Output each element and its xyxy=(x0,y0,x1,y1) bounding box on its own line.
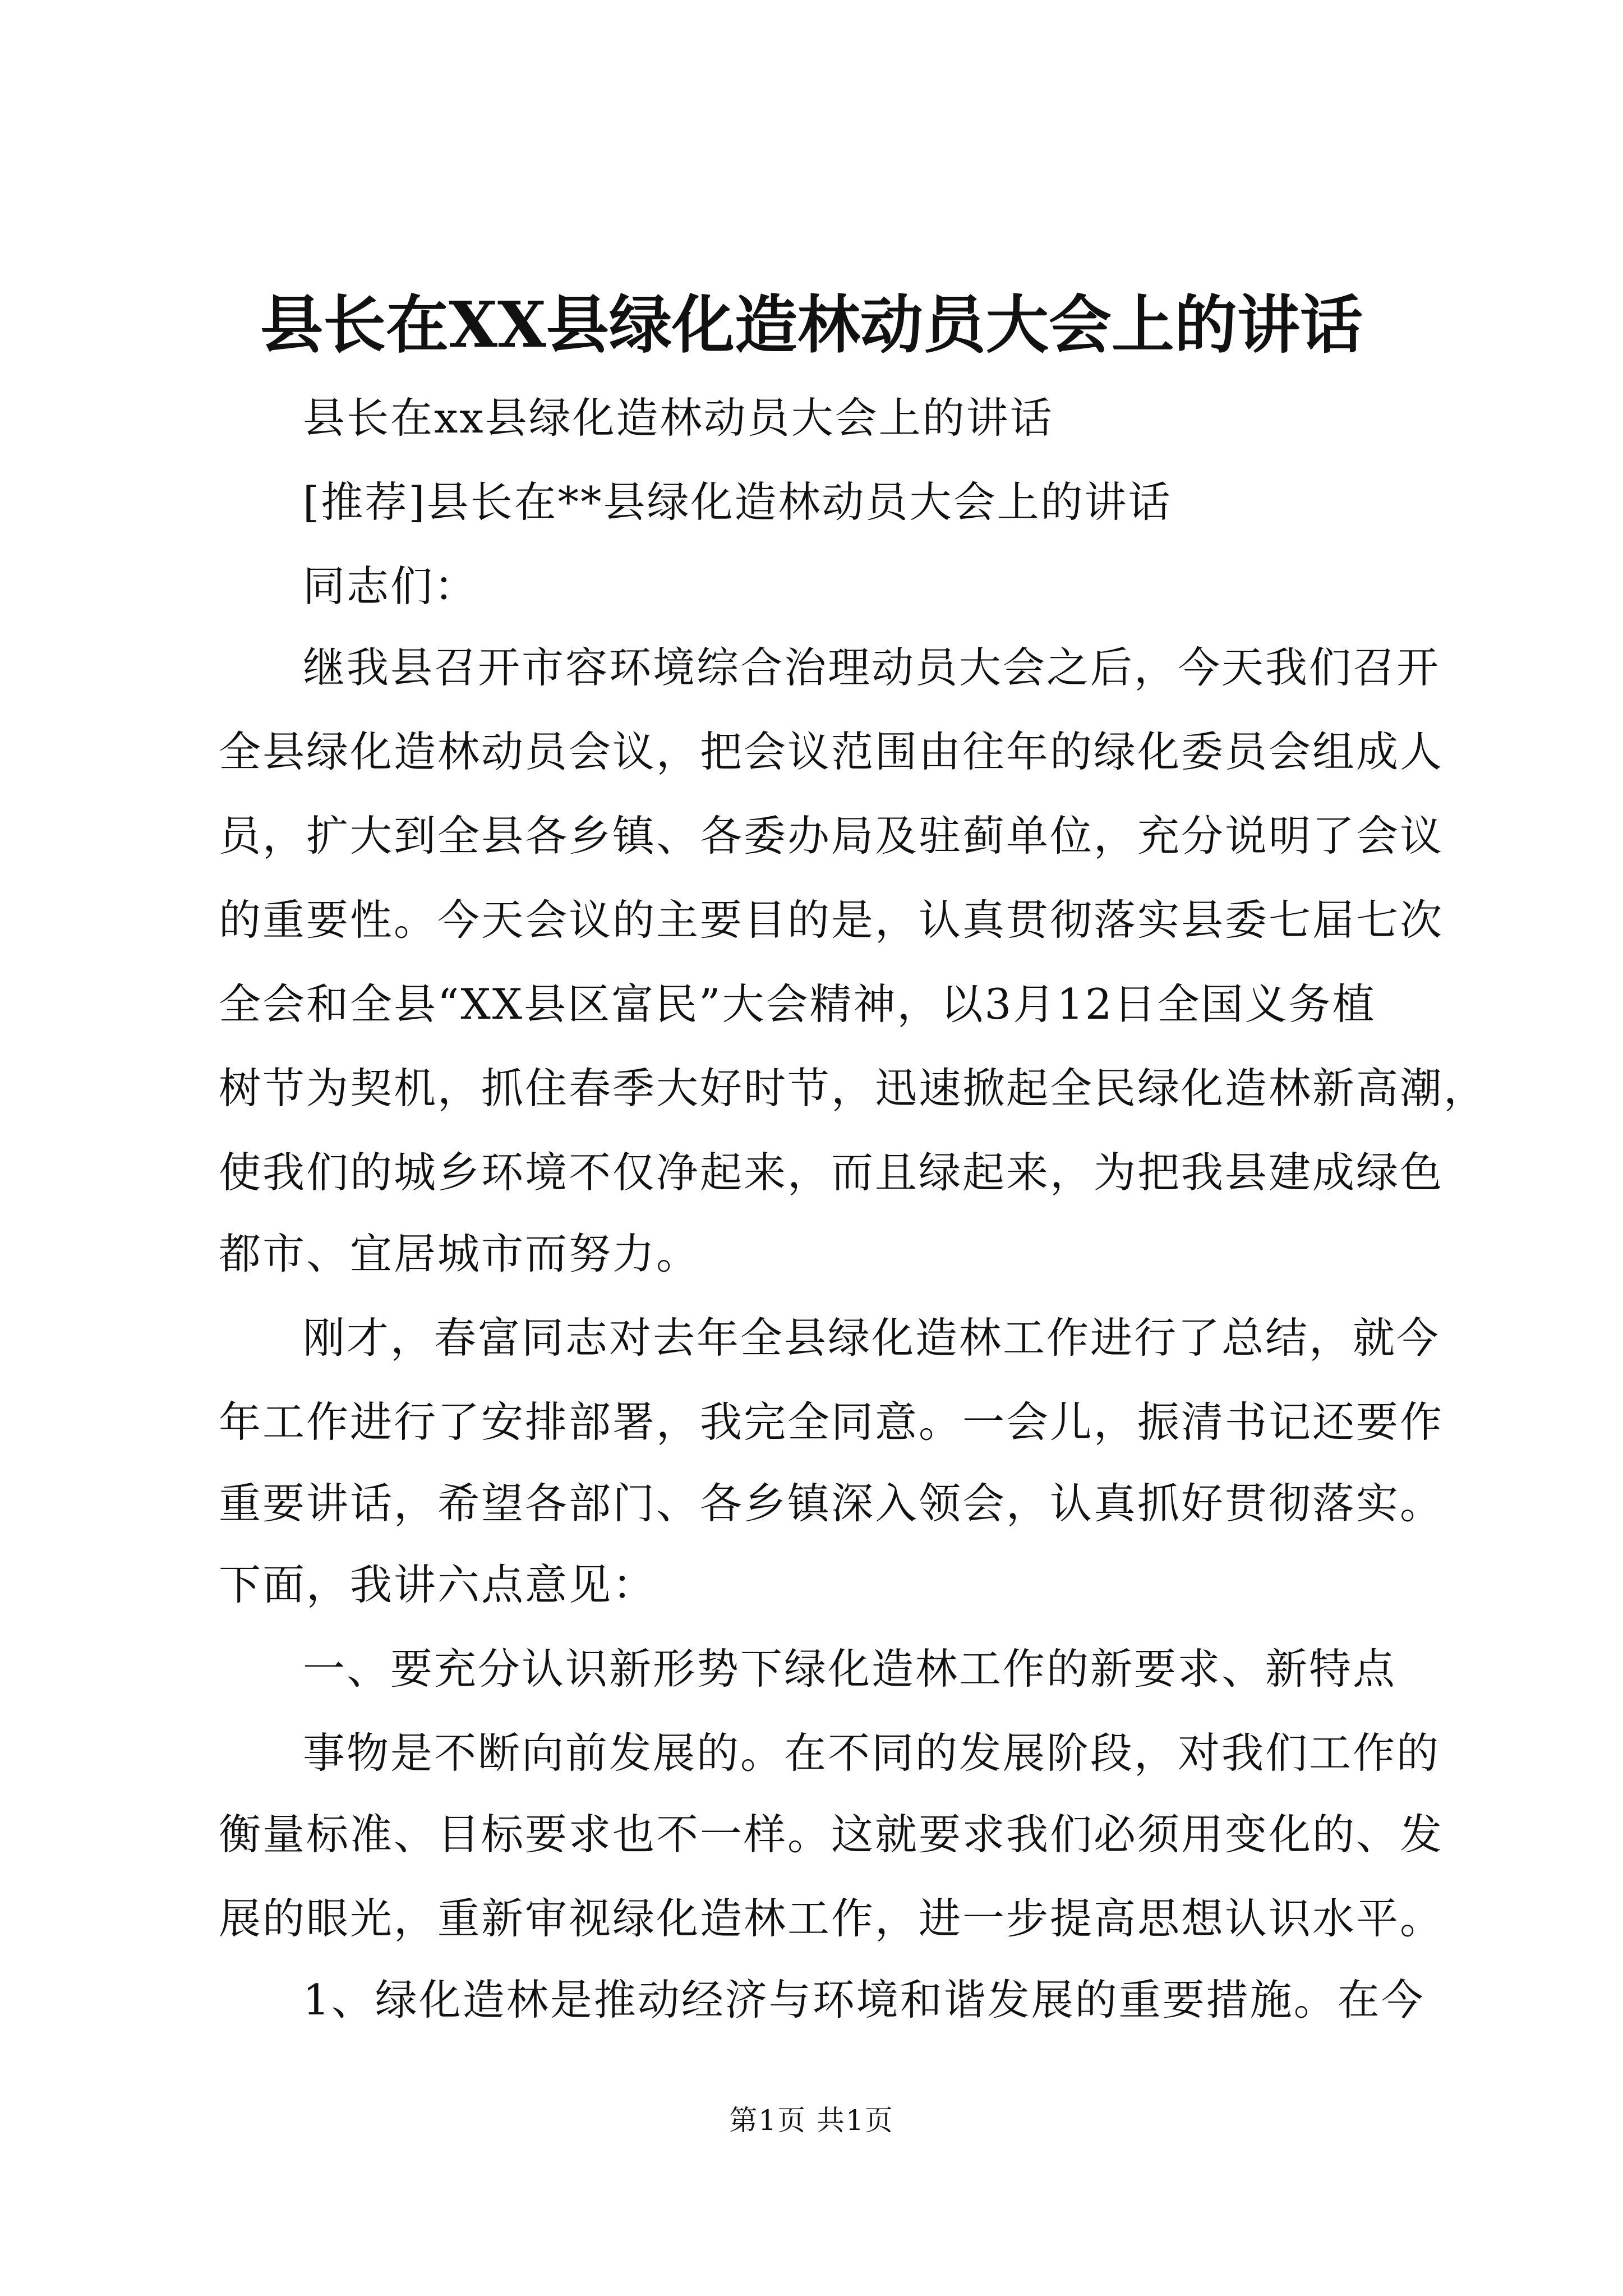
recommended-title: [推荐]县长在**县绿化造林动员大会上的讲话 xyxy=(303,477,1172,527)
paragraph-line: 展的眼光，重新审视绿化造林工作，进一步提高思想认识水平。 xyxy=(219,1894,1444,1943)
salutation: 同志们： xyxy=(303,562,478,611)
paragraph-line: 继我县召开市容环境综合治理动员大会之后，今天我们召开 xyxy=(303,643,1441,692)
paragraph-line: 刚才，春富同志对去年全县绿化造林工作进行了总结，就今 xyxy=(303,1313,1441,1363)
paragraph-line: 1、绿化造林是推动经济与环境和谐发展的重要措施。在今 xyxy=(303,1975,1425,2024)
paragraph-line: 树节为契机，抓住春季大好时节，迅速掀起全民绿化造林新高潮， xyxy=(219,1064,1488,1113)
section-heading: 一、要充分认识新形势下绿化造林工作的新要求、新特点 xyxy=(303,1644,1397,1694)
paragraph-line: 事物是不断向前发展的。在不同的发展阶段，对我们工作的 xyxy=(303,1728,1441,1778)
subtitle-line: 县长在xx县绿化造林动员大会上的讲话 xyxy=(303,393,1054,443)
paragraph-line: 全会和全县“XX县区富民”大会精神，以3月12日全国义务植 xyxy=(219,979,1376,1029)
paragraph-line: 下面，我讲六点意见： xyxy=(219,1560,657,1609)
paragraph-line: 员，扩大到全县各乡镇、各委办局及驻蓟单位，充分说明了会议 xyxy=(219,811,1444,861)
paragraph-line: 都市、宜居城市而努力。 xyxy=(219,1229,700,1278)
paragraph-line: 全县绿化造林动员会议，把会议范围由往年的绿化委员会组成人 xyxy=(219,727,1444,776)
paragraph-line: 的重要性。今天会议的主要目的是，认真贯彻落实县委七届七次 xyxy=(219,895,1444,945)
paragraph-line: 重要讲话，希望各部门、各乡镇深入领会，认真抓好贯彻落实。 xyxy=(219,1479,1444,1528)
paragraph-line: 年工作进行了安排部署，我完全同意。一会儿，振清书记还要作 xyxy=(219,1397,1444,1447)
page-number: 第1页 共1页 xyxy=(729,2104,894,2137)
paragraph-line: 衡量标准、目标要求也不一样。这就要求我们必须用变化的、发 xyxy=(219,1810,1444,1859)
document-title: 县长在XX县绿化造林动员大会上的讲话 xyxy=(260,288,1363,362)
paragraph-line: 使我们的城乡环境不仅净起来，而且绿起来，为把我县建成绿色 xyxy=(219,1148,1444,1197)
